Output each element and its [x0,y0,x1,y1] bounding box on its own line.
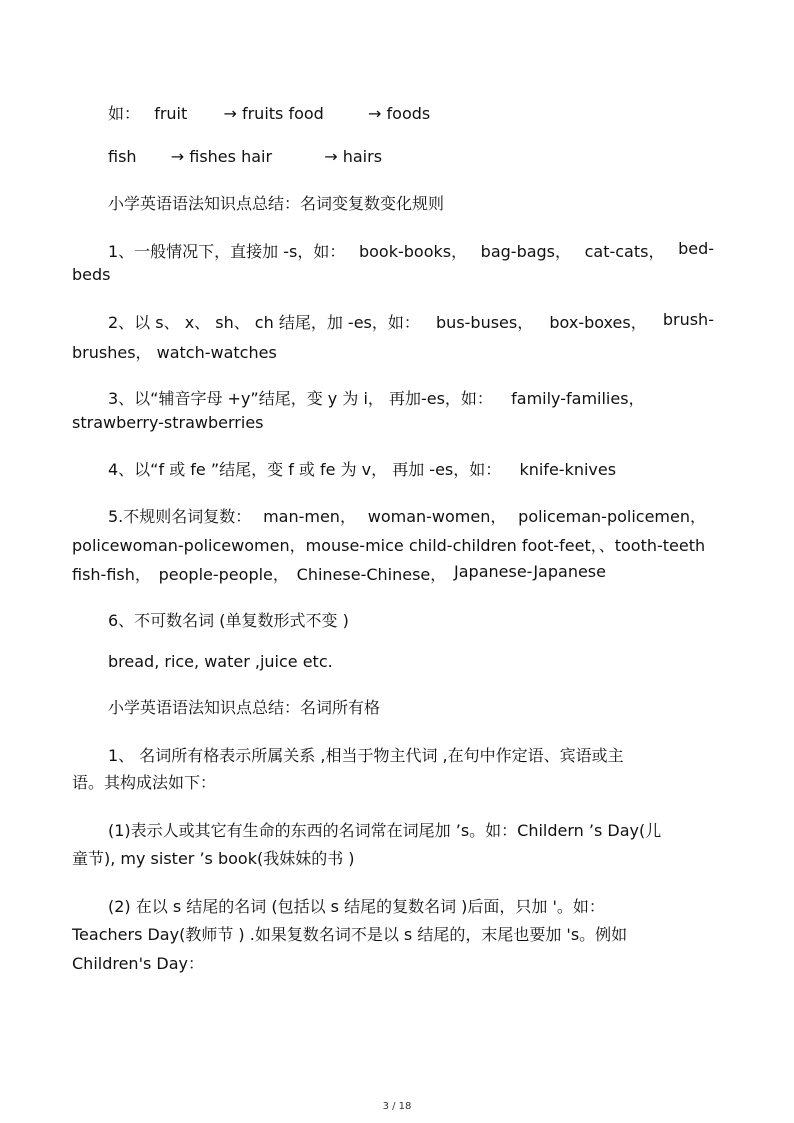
rule-5-lead: 5.不规则名词复数： [108,507,252,526]
example-line-fish [108,147,382,166]
possessive-2-line-2: 童节), my sister ’s book(我妹妹的书 ) [72,849,355,868]
rule-5-item: Japanese-Japanese [454,562,606,581]
example-word: foods [386,104,431,123]
rule-5-item: policewoman-policewomen， [72,536,306,555]
rule-5-item: fish-fish， [72,565,151,584]
rule-6-line: 6、不可数名词 (单复数形式不变 ) [108,611,349,630]
rule-1-item: bag-bags， [480,242,572,261]
rule-1-item: book-books， [358,242,468,261]
rule-3-lead: 3、以“辅音字母 +y”结尾，变 y 为 i， 再加-es，如： [108,389,493,408]
rule-5-line-2 [72,533,704,556]
rule-5-item: man-men， [263,507,356,526]
section-title-possessive: 小学英语语法知识点总结：名词所有格 [108,698,381,717]
rule-1-item: cat-cats， [584,242,665,261]
rule-5-item: woman-women， [367,507,507,526]
rule-2-item: box-boxes， [549,313,647,332]
example-word: hairs [342,147,383,166]
rule-2-item: bus-buses， [436,313,534,332]
rule-5-item: people-people， [158,565,289,584]
rule-2-lead: 2、以 s、 x、 sh、 ch 结尾，加 -es，如： [108,313,420,332]
possessive-1-line-2: 语。其构成法如下： [72,773,217,792]
rule-5-line [108,504,706,527]
rule-1-item: bed- [678,239,714,258]
arrow-icon: → [170,147,185,166]
rule-2-continuation: brushes， watch-watches [72,343,277,362]
possessive-3-line-3: Children's Day： [72,954,204,973]
example-word: fish [108,147,137,166]
example-prefix: 如： [108,104,141,123]
section-title-plural: 小学英语语法知识点总结：名词变复数变化规则 [108,194,445,213]
rule-4-text: 4、以“f 或 fe ”结尾，变 f 或 fe 为 v， 再加 -es，如： [108,460,502,479]
example-line-fruit [108,101,430,124]
rule-4-line [108,457,616,480]
possessive-1-line-1: 1、 名词所有格表示所属关系 ,相当于物主代词 ,在句中作定语、宾语或主 [108,746,624,765]
rule-3-continuation: strawberry-strawberries [72,413,264,432]
rule-1-lead: 1、一般情况下，直接加 -s，如： [108,242,346,261]
rule-2-item: brush- [662,310,714,329]
rule-3-line [108,386,645,409]
rule-5-item: mouse-mice child-children foot-feet，、tooth-teeth [305,536,706,555]
rule-5-item: Chinese-Chinese， [296,565,447,584]
rule-1-line [108,239,714,262]
possessive-3-line-1: (2) 在以 s 结尾的名词 (包括以 s 结尾的复数名词 )后面，只加 '。如： [108,897,605,916]
rule-1-continuation: beds [72,265,111,284]
example-word: fruits food [241,104,324,123]
rule-4-item: knife-knives [519,460,617,479]
rule-5-item: policeman-policemen， [518,507,706,526]
rule-5-line-3 [72,562,606,585]
arrow-icon: → [368,104,382,123]
possessive-3-line-2: Teachers Day(教师节 ) .如果复数名词不是以 s 结尾的，末尾也要加 's。例如 [72,925,628,944]
rule-2-line [108,310,714,333]
rule-6-examples: bread, rice, water ,juice etc. [108,652,333,671]
arrow-icon: → [223,104,237,123]
arrow-icon: → [324,147,338,166]
page-number: 3 / 18 [382,1101,412,1112]
possessive-2-line-1: (1)表示人或其它有生命的东西的名词常在词尾加 ’s。如：Childern ’s Day(儿 [108,821,662,840]
rule-3-item: family-families， [511,389,645,408]
example-word: fruit [154,104,188,123]
example-word: fishes hair [189,147,273,166]
